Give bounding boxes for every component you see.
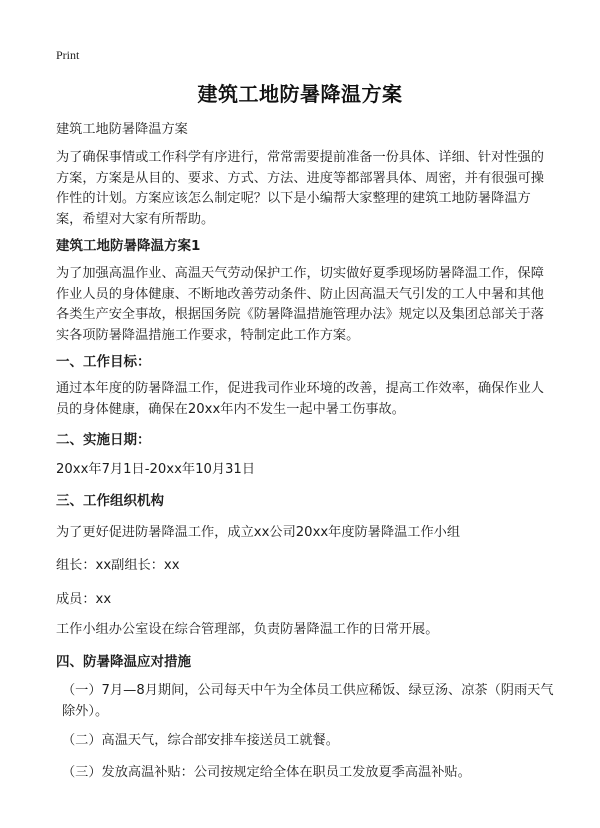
office-paragraph: 工作小组办公室设在综合管理部，负责防暑降温工作的日常开展。: [56, 622, 439, 637]
dates-paragraph: 20xx年7月1日-20xx年10月31日: [56, 462, 256, 477]
members-line: 成员：xx: [56, 592, 112, 607]
subtitle: 建筑工地防暑降温方案: [56, 122, 188, 137]
heading-dates: 二、实施日期：: [56, 432, 151, 448]
heading-organization: 三、工作组织机构: [56, 493, 164, 509]
heading-goals: 一、工作目标：: [56, 354, 151, 370]
document-title: 建筑工地防暑降温方案: [197, 82, 403, 106]
measure-3: （三）发放高温补贴：公司按规定给全体在职员工发放夏季高温补贴。: [62, 765, 471, 780]
organization-paragraph: 为了更好促进防暑降温工作，成立xx公司20xx年度防暑降温工作小组: [56, 525, 461, 540]
intro-paragraph: 为了确保事情或工作科学有序进行，常常需要提前准备一份具体、详细、针对性强的方案，方案是从目的、要求、方式、方法、进度等都部署具体、周密，并有很强可操作性的计划。方案应该怎么制定呢？以下是小编帮大家整理的建筑工地防暑降温方案，希望对大家有所帮助。: [56, 150, 544, 227]
heading-measures: 四、防暑降温应对措施: [56, 654, 191, 670]
goals-paragraph: 通过本年度的防暑降温工作，促进我司作业环境的改善，提高工作效率，确保作业人员的身体健康，确保在20xx年内不发生一起中暑工伤事故。: [56, 381, 544, 417]
measure-2: （二）高温天气，综合部安排车接送员工就餐。: [62, 733, 339, 748]
section-title: 建筑工地防暑降温方案1: [56, 238, 201, 254]
section-body-paragraph: 为了加强高温作业、高温天气劳动保护工作，切实做好夏季现场防暑降温工作，保障作业人员的身体健康、不断地改善劳动条件、防止因高温天气引发的工人中暑和其他各类生产安全事故，根据国务院《防暑降温措施管理办法》规定以及集团总部关于落实各项防暑降温措施工作要求，特制定此工作方案。: [56, 266, 544, 343]
leaders-line: 组长：xx副组长：xx: [56, 558, 180, 573]
print-link[interactable]: Print: [56, 48, 80, 62]
measure-1: （一）7月—8月期间，公司每天中午为全体员工供应稀饭、绿豆汤、凉茶（阴雨天气除外）。: [62, 683, 554, 719]
